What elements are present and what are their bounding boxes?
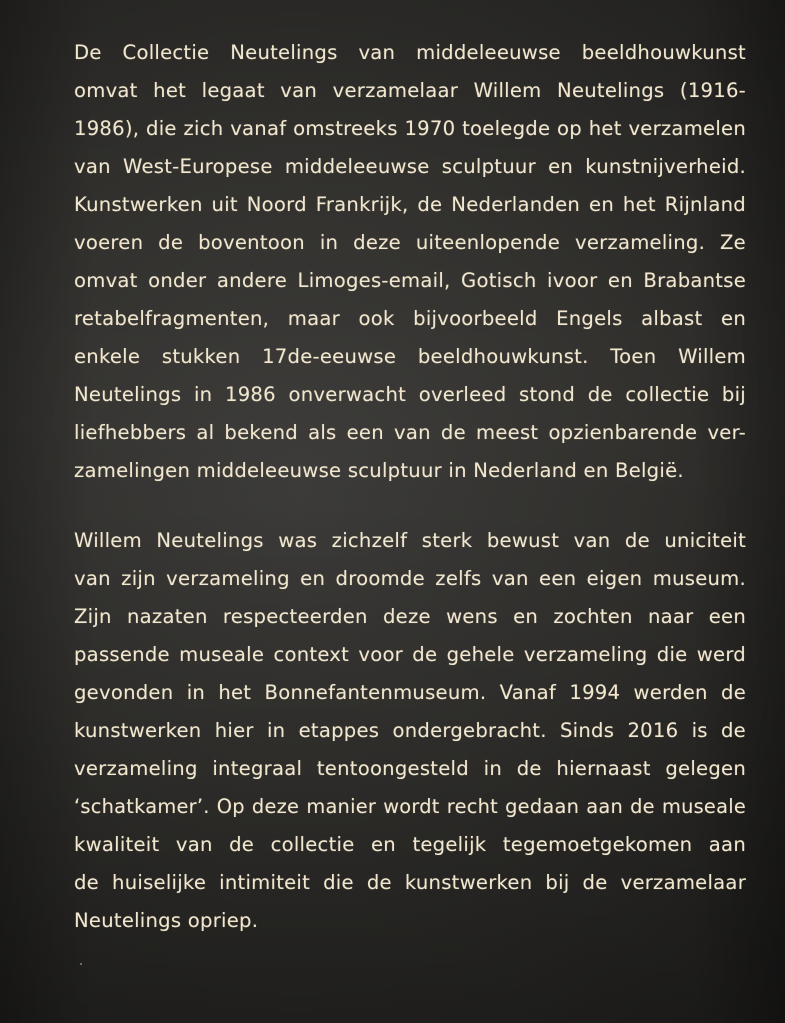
text-line: liefhebbers al bekend als een van de meest opzienbarende ver- bbox=[74, 421, 746, 444]
text-line: zamelingen middeleeuwse sculptuur in Nederland en België. bbox=[74, 459, 684, 482]
dust-speck bbox=[80, 963, 82, 965]
paragraph-collection-history bbox=[74, 34, 746, 490]
text-line: kunstwerken hier in etappes ondergebracht. Sinds 2016 is de bbox=[74, 719, 746, 742]
text-line: kwaliteit van de collectie en tegelijk tegemoetgekomen aan bbox=[74, 833, 746, 856]
text-line: de huiselijke intimiteit die de kunstwerken bij de verzamelaar bbox=[74, 871, 746, 894]
text-line: Willem Neutelings was zichzelf sterk bewust van de uniciteit bbox=[74, 529, 746, 552]
text-line: Neutelings in 1986 onverwacht overleed stond de collectie bij bbox=[74, 383, 746, 406]
text-line: enkele stukken 17de-eeuwse beeldhouwkunst. Toen Willem bbox=[74, 345, 746, 368]
text-line: voeren de boventoon in deze uiteenlopende verzameling. Ze bbox=[74, 231, 746, 254]
text-line: retabelfragmenten, maar ook bijvoorbeeld Engels albast en bbox=[74, 307, 746, 330]
text-line: passende museale context voor de gehele verzameling die werd bbox=[74, 643, 746, 666]
text-line: Kunstwerken uit Noord Frankrijk, de Nederlanden en het Rijnland bbox=[74, 193, 746, 216]
text-line: van zijn verzameling en droomde zelfs van een eigen museum. bbox=[74, 567, 746, 590]
text-line: De Collectie Neutelings van middeleeuwse beeldhouwkunst bbox=[74, 41, 746, 64]
text-line: van West-Europese middeleeuwse sculptuur en kunstnijverheid. bbox=[74, 155, 746, 178]
text-line: gevonden in het Bonnefantenmuseum. Vanaf 1994 werden de bbox=[74, 681, 746, 704]
text-line: 1986), die zich vanaf omstreeks 1970 toelegde op het verzamelen bbox=[74, 117, 746, 140]
text-line: verzameling integraal tentoongesteld in de hiernaast gelegen bbox=[74, 757, 746, 780]
paragraph-museum-placement bbox=[74, 522, 746, 940]
text-line: Neutelings opriep. bbox=[74, 909, 259, 932]
text-line: Zijn nazaten respecteerden deze wens en zochten naar een bbox=[74, 605, 746, 628]
text-line: ‘schatkamer’. Op deze manier wordt recht gedaan aan de museale bbox=[74, 795, 746, 818]
text-line: omvat onder andere Limoges-email, Gotisch ivoor en Brabantse bbox=[74, 269, 746, 292]
text-line: omvat het legaat van verzamelaar Willem Neutelings (1916- bbox=[74, 79, 746, 102]
